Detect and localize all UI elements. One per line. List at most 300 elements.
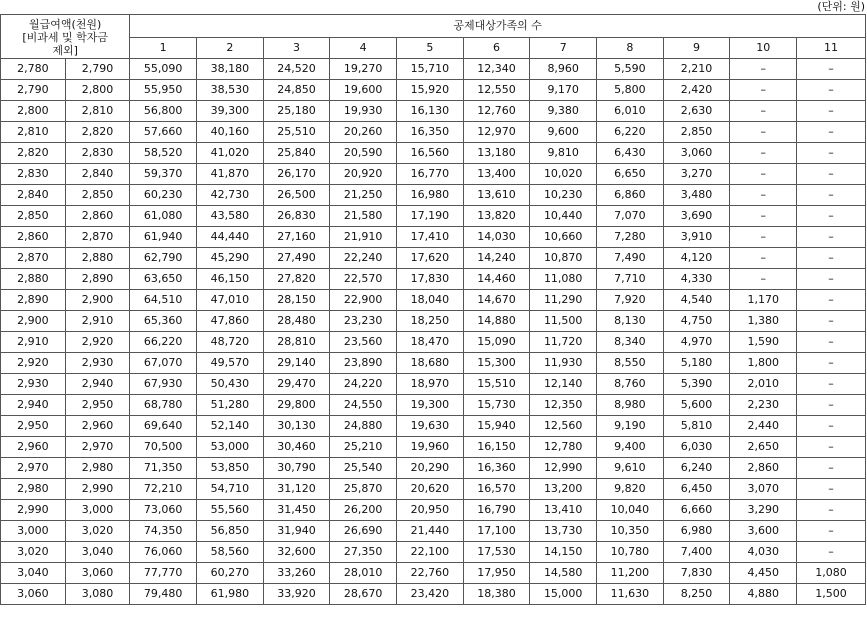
tax-cell: – xyxy=(730,122,797,143)
salary-from-cell: 2,970 xyxy=(1,458,66,479)
salary-to-cell: 2,880 xyxy=(65,248,130,269)
table-row xyxy=(1,437,866,458)
salary-header-line-1: 월급여액(천원) xyxy=(28,18,102,31)
salary-from-cell: 2,860 xyxy=(1,227,66,248)
tax-cell: 28,480 xyxy=(263,311,330,332)
tax-cell: 14,150 xyxy=(530,542,597,563)
unit-label: (단위: 원) xyxy=(817,0,865,13)
tax-cell: 18,250 xyxy=(397,311,464,332)
table-row xyxy=(1,206,866,227)
salary-header-line-3: 제외] xyxy=(52,44,78,57)
tax-cell: 18,470 xyxy=(397,332,464,353)
salary-from-cell: 3,020 xyxy=(1,542,66,563)
withholding-tax-table xyxy=(0,14,866,605)
tax-cell: 22,100 xyxy=(397,542,464,563)
salary-to-cell: 2,790 xyxy=(65,59,130,80)
tax-cell: 16,130 xyxy=(397,101,464,122)
tax-cell: 2,650 xyxy=(730,437,797,458)
tax-cell: 22,760 xyxy=(397,563,464,584)
tax-cell: 8,960 xyxy=(530,59,597,80)
tax-cell: 18,040 xyxy=(397,290,464,311)
tax-cell: 31,120 xyxy=(263,479,330,500)
tax-cell: 17,950 xyxy=(463,563,530,584)
tax-cell: 18,380 xyxy=(463,584,530,605)
tax-cell: 24,520 xyxy=(263,59,330,80)
tax-cell: – xyxy=(730,143,797,164)
tax-cell: 20,260 xyxy=(330,122,397,143)
tax-cell: 3,600 xyxy=(730,521,797,542)
tax-cell: 22,570 xyxy=(330,269,397,290)
family-count-1: 1 xyxy=(130,38,197,59)
tax-cell: 45,290 xyxy=(197,248,264,269)
tax-cell: 12,970 xyxy=(463,122,530,143)
tax-cell: 17,530 xyxy=(463,542,530,563)
tax-cell: 19,930 xyxy=(330,101,397,122)
tax-cell: 3,070 xyxy=(730,479,797,500)
tax-cell: 1,800 xyxy=(730,353,797,374)
tax-cell: 10,660 xyxy=(530,227,597,248)
tax-cell: 16,560 xyxy=(397,143,464,164)
tax-cell: 1,590 xyxy=(730,332,797,353)
table-row xyxy=(1,164,866,185)
tax-cell: 10,040 xyxy=(597,500,664,521)
tax-cell: 23,890 xyxy=(330,353,397,374)
tax-cell: – xyxy=(797,521,866,542)
salary-from-cell: 2,990 xyxy=(1,500,66,521)
tax-cell: 14,460 xyxy=(463,269,530,290)
tax-cell: 13,820 xyxy=(463,206,530,227)
tax-cell: 16,570 xyxy=(463,479,530,500)
tax-cell: 12,780 xyxy=(530,437,597,458)
tax-cell: 16,360 xyxy=(463,458,530,479)
tax-cell: 14,240 xyxy=(463,248,530,269)
salary-from-cell: 2,800 xyxy=(1,101,66,122)
tax-cell: 47,010 xyxy=(197,290,264,311)
tax-cell: 2,010 xyxy=(730,374,797,395)
salary-from-cell: 2,830 xyxy=(1,164,66,185)
table-row xyxy=(1,227,866,248)
table-row xyxy=(1,374,866,395)
tax-cell: 23,230 xyxy=(330,311,397,332)
tax-cell: 28,670 xyxy=(330,584,397,605)
family-count-row xyxy=(1,38,866,59)
tax-cell: 6,860 xyxy=(597,185,664,206)
tax-cell: 51,280 xyxy=(197,395,264,416)
tax-cell: 55,090 xyxy=(130,59,197,80)
salary-to-cell: 2,970 xyxy=(65,437,130,458)
tax-cell: – xyxy=(797,437,866,458)
tax-cell: 12,560 xyxy=(530,416,597,437)
salary-from-cell: 2,810 xyxy=(1,122,66,143)
tax-cell: 27,160 xyxy=(263,227,330,248)
tax-cell: – xyxy=(797,311,866,332)
family-count-3: 3 xyxy=(263,38,330,59)
tax-cell: 3,060 xyxy=(663,143,730,164)
tax-cell: 39,300 xyxy=(197,101,264,122)
salary-to-cell: 2,960 xyxy=(65,416,130,437)
tax-cell: 6,450 xyxy=(663,479,730,500)
tax-cell: 2,230 xyxy=(730,395,797,416)
tax-cell: 66,220 xyxy=(130,332,197,353)
tax-cell: 5,180 xyxy=(663,353,730,374)
tax-cell: 20,920 xyxy=(330,164,397,185)
table-row xyxy=(1,458,866,479)
table-row xyxy=(1,59,866,80)
tax-cell: 12,550 xyxy=(463,80,530,101)
tax-cell: 18,680 xyxy=(397,353,464,374)
tax-cell: 20,620 xyxy=(397,479,464,500)
tax-cell: 19,630 xyxy=(397,416,464,437)
tax-cell: 27,490 xyxy=(263,248,330,269)
tax-cell: – xyxy=(797,248,866,269)
tax-cell: 2,440 xyxy=(730,416,797,437)
tax-cell: – xyxy=(797,374,866,395)
tax-cell: 38,180 xyxy=(197,59,264,80)
tax-cell: 12,340 xyxy=(463,59,530,80)
tax-cell: 64,510 xyxy=(130,290,197,311)
tax-cell: 14,030 xyxy=(463,227,530,248)
tax-cell: – xyxy=(797,143,866,164)
tax-cell: 56,850 xyxy=(197,521,264,542)
tax-cell: 9,820 xyxy=(597,479,664,500)
tax-cell: 28,010 xyxy=(330,563,397,584)
tax-cell: 15,090 xyxy=(463,332,530,353)
tax-cell: 5,800 xyxy=(597,80,664,101)
tax-cell: 6,660 xyxy=(663,500,730,521)
tax-cell: 8,550 xyxy=(597,353,664,374)
salary-from-cell: 2,980 xyxy=(1,479,66,500)
salary-to-cell: 3,000 xyxy=(65,500,130,521)
tax-cell: 21,910 xyxy=(330,227,397,248)
tax-cell: 25,870 xyxy=(330,479,397,500)
tax-cell: 32,600 xyxy=(263,542,330,563)
tax-cell: 24,850 xyxy=(263,80,330,101)
tax-cell: 50,430 xyxy=(197,374,264,395)
salary-to-cell: 2,940 xyxy=(65,374,130,395)
tax-cell: 20,590 xyxy=(330,143,397,164)
salary-to-cell: 2,870 xyxy=(65,227,130,248)
tax-cell: – xyxy=(730,164,797,185)
tax-cell: 22,900 xyxy=(330,290,397,311)
tax-cell: – xyxy=(797,542,866,563)
tax-cell: 11,290 xyxy=(530,290,597,311)
tax-cell: 76,060 xyxy=(130,542,197,563)
tax-cell: 6,030 xyxy=(663,437,730,458)
tax-cell: 10,230 xyxy=(530,185,597,206)
family-count-7: 7 xyxy=(530,38,597,59)
tax-cell: 74,350 xyxy=(130,521,197,542)
salary-from-cell: 2,820 xyxy=(1,143,66,164)
salary-to-cell: 2,810 xyxy=(65,101,130,122)
tax-cell: – xyxy=(797,206,866,227)
salary-to-cell: 2,920 xyxy=(65,332,130,353)
tax-cell: 60,230 xyxy=(130,185,197,206)
table-row xyxy=(1,584,866,605)
tax-cell: 10,780 xyxy=(597,542,664,563)
tax-cell: 4,970 xyxy=(663,332,730,353)
tax-cell: 9,610 xyxy=(597,458,664,479)
tax-cell: 60,270 xyxy=(197,563,264,584)
tax-cell: 8,250 xyxy=(663,584,730,605)
salary-to-cell: 2,830 xyxy=(65,143,130,164)
tax-cell: 17,830 xyxy=(397,269,464,290)
tax-cell: 18,970 xyxy=(397,374,464,395)
tax-cell: 47,860 xyxy=(197,311,264,332)
salary-from-cell: 2,780 xyxy=(1,59,66,80)
tax-cell: 41,020 xyxy=(197,143,264,164)
tax-cell: 13,200 xyxy=(530,479,597,500)
tax-cell: – xyxy=(730,59,797,80)
salary-to-cell: 2,860 xyxy=(65,206,130,227)
table-row xyxy=(1,395,866,416)
salary-to-cell: 2,820 xyxy=(65,122,130,143)
family-count-header: 공제대상가족의 수 xyxy=(130,15,866,38)
tax-cell: 11,720 xyxy=(530,332,597,353)
tax-cell: 1,170 xyxy=(730,290,797,311)
tax-cell: 40,160 xyxy=(197,122,264,143)
tax-cell: – xyxy=(797,269,866,290)
tax-cell: 68,780 xyxy=(130,395,197,416)
tax-cell: 14,670 xyxy=(463,290,530,311)
tax-cell: 10,870 xyxy=(530,248,597,269)
tax-cell: 7,490 xyxy=(597,248,664,269)
tax-cell: 13,610 xyxy=(463,185,530,206)
tax-cell: – xyxy=(730,185,797,206)
tax-cell: 52,140 xyxy=(197,416,264,437)
tax-cell: 11,930 xyxy=(530,353,597,374)
salary-to-cell: 3,060 xyxy=(65,563,130,584)
tax-cell: 11,630 xyxy=(597,584,664,605)
tax-cell: – xyxy=(797,353,866,374)
tax-cell: 24,880 xyxy=(330,416,397,437)
tax-cell: 16,790 xyxy=(463,500,530,521)
tax-cell: 6,240 xyxy=(663,458,730,479)
tax-cell: 4,750 xyxy=(663,311,730,332)
salary-from-cell: 2,880 xyxy=(1,269,66,290)
tax-cell: 56,800 xyxy=(130,101,197,122)
table-row xyxy=(1,143,866,164)
tax-cell: 15,510 xyxy=(463,374,530,395)
tax-cell: 16,350 xyxy=(397,122,464,143)
table-row xyxy=(1,269,866,290)
tax-cell: 12,760 xyxy=(463,101,530,122)
tax-cell: 19,960 xyxy=(397,437,464,458)
tax-cell: 9,810 xyxy=(530,143,597,164)
tax-cell: 3,270 xyxy=(663,164,730,185)
tax-cell: 7,830 xyxy=(663,563,730,584)
salary-to-cell: 2,910 xyxy=(65,311,130,332)
tax-cell: 2,420 xyxy=(663,80,730,101)
tax-cell: 6,430 xyxy=(597,143,664,164)
tax-cell: 24,220 xyxy=(330,374,397,395)
tax-cell: – xyxy=(797,332,866,353)
tax-cell: 28,810 xyxy=(263,332,330,353)
tax-cell: 10,350 xyxy=(597,521,664,542)
tax-cell: 9,600 xyxy=(530,122,597,143)
tax-cell: 44,440 xyxy=(197,227,264,248)
table-row xyxy=(1,353,866,374)
table-row xyxy=(1,500,866,521)
tax-cell: 14,580 xyxy=(530,563,597,584)
salary-from-cell: 2,930 xyxy=(1,374,66,395)
tax-cell: 20,290 xyxy=(397,458,464,479)
tax-cell: 2,210 xyxy=(663,59,730,80)
tax-cell: 15,710 xyxy=(397,59,464,80)
tax-cell: 79,480 xyxy=(130,584,197,605)
tax-cell: 53,000 xyxy=(197,437,264,458)
tax-cell: 71,350 xyxy=(130,458,197,479)
table-row xyxy=(1,122,866,143)
tax-cell: 31,450 xyxy=(263,500,330,521)
tax-cell: – xyxy=(797,164,866,185)
tax-cell: 25,540 xyxy=(330,458,397,479)
salary-from-cell: 2,850 xyxy=(1,206,66,227)
table-row xyxy=(1,185,866,206)
tax-cell: – xyxy=(797,395,866,416)
salary-from-cell: 2,950 xyxy=(1,416,66,437)
salary-from-cell: 3,000 xyxy=(1,521,66,542)
tax-cell: 26,690 xyxy=(330,521,397,542)
tax-cell: 69,640 xyxy=(130,416,197,437)
tax-cell: 13,400 xyxy=(463,164,530,185)
tax-cell: 61,980 xyxy=(197,584,264,605)
tax-cell: 25,840 xyxy=(263,143,330,164)
table-row xyxy=(1,521,866,542)
tax-cell: 16,770 xyxy=(397,164,464,185)
tax-cell: 30,130 xyxy=(263,416,330,437)
tax-cell: – xyxy=(797,80,866,101)
tax-cell: 6,220 xyxy=(597,122,664,143)
salary-to-cell: 2,840 xyxy=(65,164,130,185)
tax-cell: 22,240 xyxy=(330,248,397,269)
tax-cell: 12,140 xyxy=(530,374,597,395)
tax-cell: 70,500 xyxy=(130,437,197,458)
tax-cell: 33,260 xyxy=(263,563,330,584)
tax-cell: 7,070 xyxy=(597,206,664,227)
tax-cell: – xyxy=(730,248,797,269)
tax-cell: 25,210 xyxy=(330,437,397,458)
salary-from-cell: 3,060 xyxy=(1,584,66,605)
tax-cell: 41,870 xyxy=(197,164,264,185)
table-row xyxy=(1,311,866,332)
table-row xyxy=(1,542,866,563)
tax-cell: 15,730 xyxy=(463,395,530,416)
tax-cell: 11,500 xyxy=(530,311,597,332)
tax-cell: 24,550 xyxy=(330,395,397,416)
tax-cell: 59,370 xyxy=(130,164,197,185)
tax-cell: 72,210 xyxy=(130,479,197,500)
tax-cell: 7,280 xyxy=(597,227,664,248)
tax-cell: 5,810 xyxy=(663,416,730,437)
tax-cell: 3,910 xyxy=(663,227,730,248)
tax-cell: 12,990 xyxy=(530,458,597,479)
tax-cell: – xyxy=(797,290,866,311)
tax-cell: 38,530 xyxy=(197,80,264,101)
tax-cell: 17,410 xyxy=(397,227,464,248)
tax-cell: 9,190 xyxy=(597,416,664,437)
tax-cell: 30,790 xyxy=(263,458,330,479)
tax-cell: 27,350 xyxy=(330,542,397,563)
tax-cell: 33,920 xyxy=(263,584,330,605)
table-row xyxy=(1,332,866,353)
family-count-4: 4 xyxy=(330,38,397,59)
tax-cell: 6,980 xyxy=(663,521,730,542)
tax-cell: 17,190 xyxy=(397,206,464,227)
salary-to-cell: 2,850 xyxy=(65,185,130,206)
tax-cell: – xyxy=(797,500,866,521)
tax-cell: – xyxy=(730,269,797,290)
tax-cell: 77,770 xyxy=(130,563,197,584)
tax-cell: 7,920 xyxy=(597,290,664,311)
tax-cell: 19,600 xyxy=(330,80,397,101)
tax-cell: 11,080 xyxy=(530,269,597,290)
tax-cell: – xyxy=(797,122,866,143)
tax-cell: – xyxy=(730,101,797,122)
tax-cell: 16,150 xyxy=(463,437,530,458)
tax-cell: 15,000 xyxy=(530,584,597,605)
tax-cell: 4,880 xyxy=(730,584,797,605)
tax-cell: 8,760 xyxy=(597,374,664,395)
salary-from-cell: 2,940 xyxy=(1,395,66,416)
tax-cell: 9,170 xyxy=(530,80,597,101)
tax-cell: 10,440 xyxy=(530,206,597,227)
table-row xyxy=(1,416,866,437)
tax-cell: 17,100 xyxy=(463,521,530,542)
tax-cell: 13,180 xyxy=(463,143,530,164)
tax-cell: 15,940 xyxy=(463,416,530,437)
salary-to-cell: 3,020 xyxy=(65,521,130,542)
salary-to-cell: 2,950 xyxy=(65,395,130,416)
salary-to-cell: 3,040 xyxy=(65,542,130,563)
tax-cell: – xyxy=(730,80,797,101)
tax-cell: 26,200 xyxy=(330,500,397,521)
tax-cell: 6,650 xyxy=(597,164,664,185)
table-row xyxy=(1,101,866,122)
tax-cell: – xyxy=(797,227,866,248)
salary-from-cell: 2,910 xyxy=(1,332,66,353)
tax-cell: 5,390 xyxy=(663,374,730,395)
tax-cell: 21,250 xyxy=(330,185,397,206)
salary-column-header xyxy=(1,15,130,59)
tax-cell: 13,730 xyxy=(530,521,597,542)
tax-cell: 61,940 xyxy=(130,227,197,248)
tax-cell: 23,420 xyxy=(397,584,464,605)
tax-cell: 53,850 xyxy=(197,458,264,479)
tax-cell: 6,010 xyxy=(597,101,664,122)
salary-from-cell: 2,790 xyxy=(1,80,66,101)
family-count-9: 9 xyxy=(663,38,730,59)
tax-cell: 7,710 xyxy=(597,269,664,290)
tax-cell: 4,330 xyxy=(663,269,730,290)
tax-cell: 19,270 xyxy=(330,59,397,80)
tax-cell: 48,720 xyxy=(197,332,264,353)
tax-cell: 17,620 xyxy=(397,248,464,269)
tax-cell: 67,070 xyxy=(130,353,197,374)
table-row xyxy=(1,80,866,101)
salary-to-cell: 2,800 xyxy=(65,80,130,101)
family-count-11: 11 xyxy=(797,38,866,59)
table-body xyxy=(1,59,866,605)
tax-cell: 67,930 xyxy=(130,374,197,395)
salary-from-cell: 3,040 xyxy=(1,563,66,584)
tax-cell: 31,940 xyxy=(263,521,330,542)
tax-cell: 62,790 xyxy=(130,248,197,269)
tax-cell: 65,360 xyxy=(130,311,197,332)
tax-cell: 13,410 xyxy=(530,500,597,521)
family-count-8: 8 xyxy=(597,38,664,59)
tax-cell: 8,130 xyxy=(597,311,664,332)
table-row xyxy=(1,479,866,500)
